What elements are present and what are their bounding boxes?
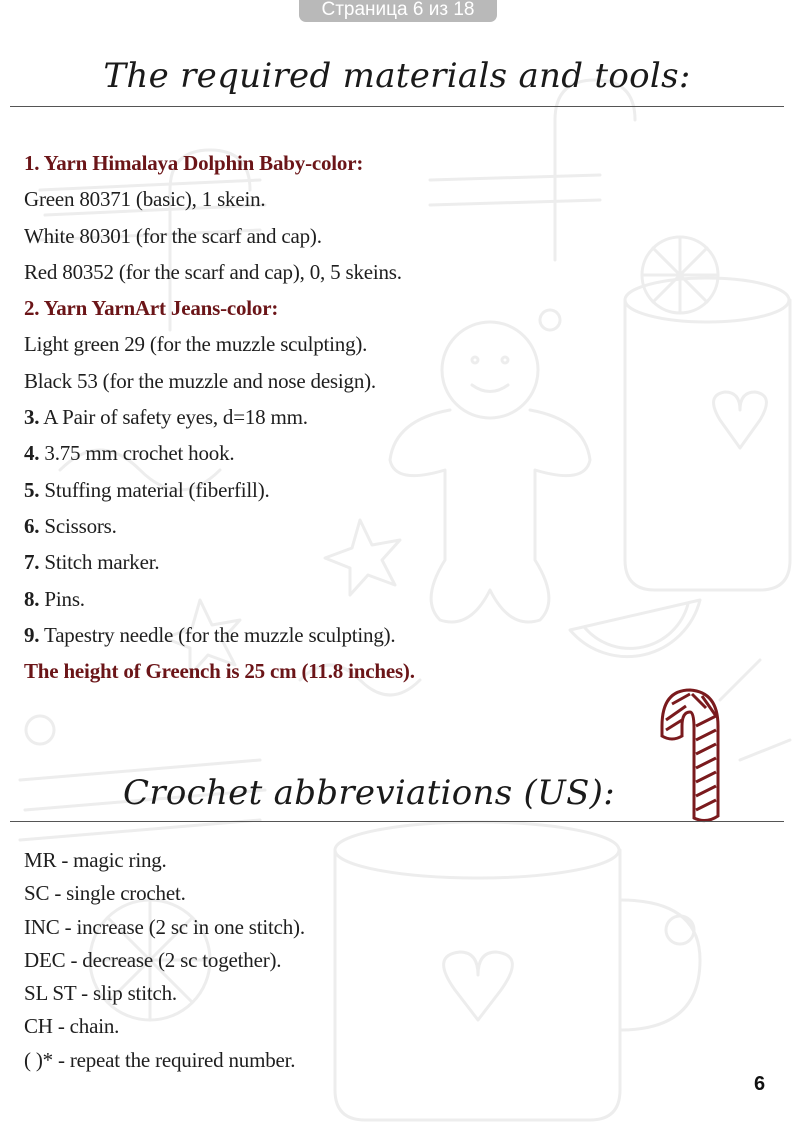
heading-divider [10,106,784,107]
item-number: 9. [24,622,40,647]
abbreviation-line: MR - magic ring. [24,848,167,872]
abbreviation-line: INC - increase (2 sc in one stitch). [24,914,305,939]
material-line [24,508,415,544]
page-indicator: Страница 6 из 18 [299,0,497,22]
material-line [24,617,415,653]
material-text: Stitch marker. [39,550,160,575]
material-text: Red 80352 (for the scarf and cap), 0, 5 skeins. [24,259,402,284]
material-line [24,181,415,217]
abbreviations-heading: Crochet abbreviations (US): [123,773,615,813]
material-line [24,326,415,362]
material-text: Stuffing material (fiberfill). [39,477,270,502]
heading-divider [10,821,784,822]
item-number: 3. [24,405,40,430]
material-text: White 80301 (for the scarf and cap). [24,223,322,248]
material-line [24,290,415,326]
material-line [24,472,415,508]
item-number: 5. [24,477,40,502]
material-line [24,544,415,580]
material-text: Black 53 (for the muzzle and nose design). [24,368,376,393]
material-line [24,653,415,689]
material-text: Pins. [39,586,85,611]
page-number: 6 [754,1073,766,1095]
item-number: 7. [24,550,40,575]
item-number: 4. [24,441,40,466]
material-line [24,218,415,254]
abbreviation-line: ( )* - repeat the required number. [24,1047,296,1072]
item-number: 8. [24,586,40,611]
abbreviation-line: CH - chain. [24,1014,120,1039]
abbreviation-line: SL ST - slip stitch. [24,981,177,1006]
material-line [24,363,415,399]
material-line [24,435,415,471]
material-text: Scissors. [39,513,117,538]
material-text: 1. Yarn Himalaya Dolphin Baby-color: [24,151,364,175]
material-text: Green 80371 (basic), 1 skein. [24,187,266,212]
material-text: The height of Greench is 25 cm (11.8 inches). [24,659,415,684]
material-text: 2. Yarn YarnArt Jeans-color: [24,296,279,321]
material-text: 3.75 mm crochet hook. [39,441,235,466]
abbreviation-line: DEC - decrease (2 sc together). [24,947,282,972]
material-line [24,399,415,435]
material-line [24,581,415,617]
item-number: 6. [24,513,40,538]
material-line [24,145,415,181]
materials-heading: The required materials and tools: [103,56,691,96]
material-text: Light green 29 (for the muzzle sculpting). [24,332,368,357]
abbreviations-list [24,844,305,1077]
materials-list [24,145,415,689]
material-line [24,254,415,290]
material-text: A Pair of safety eyes, d=18 mm. [39,405,308,430]
abbreviation-line: SC - single crochet. [24,881,186,906]
material-text: Tapestry needle (for the muzzle sculpting). [39,622,396,647]
